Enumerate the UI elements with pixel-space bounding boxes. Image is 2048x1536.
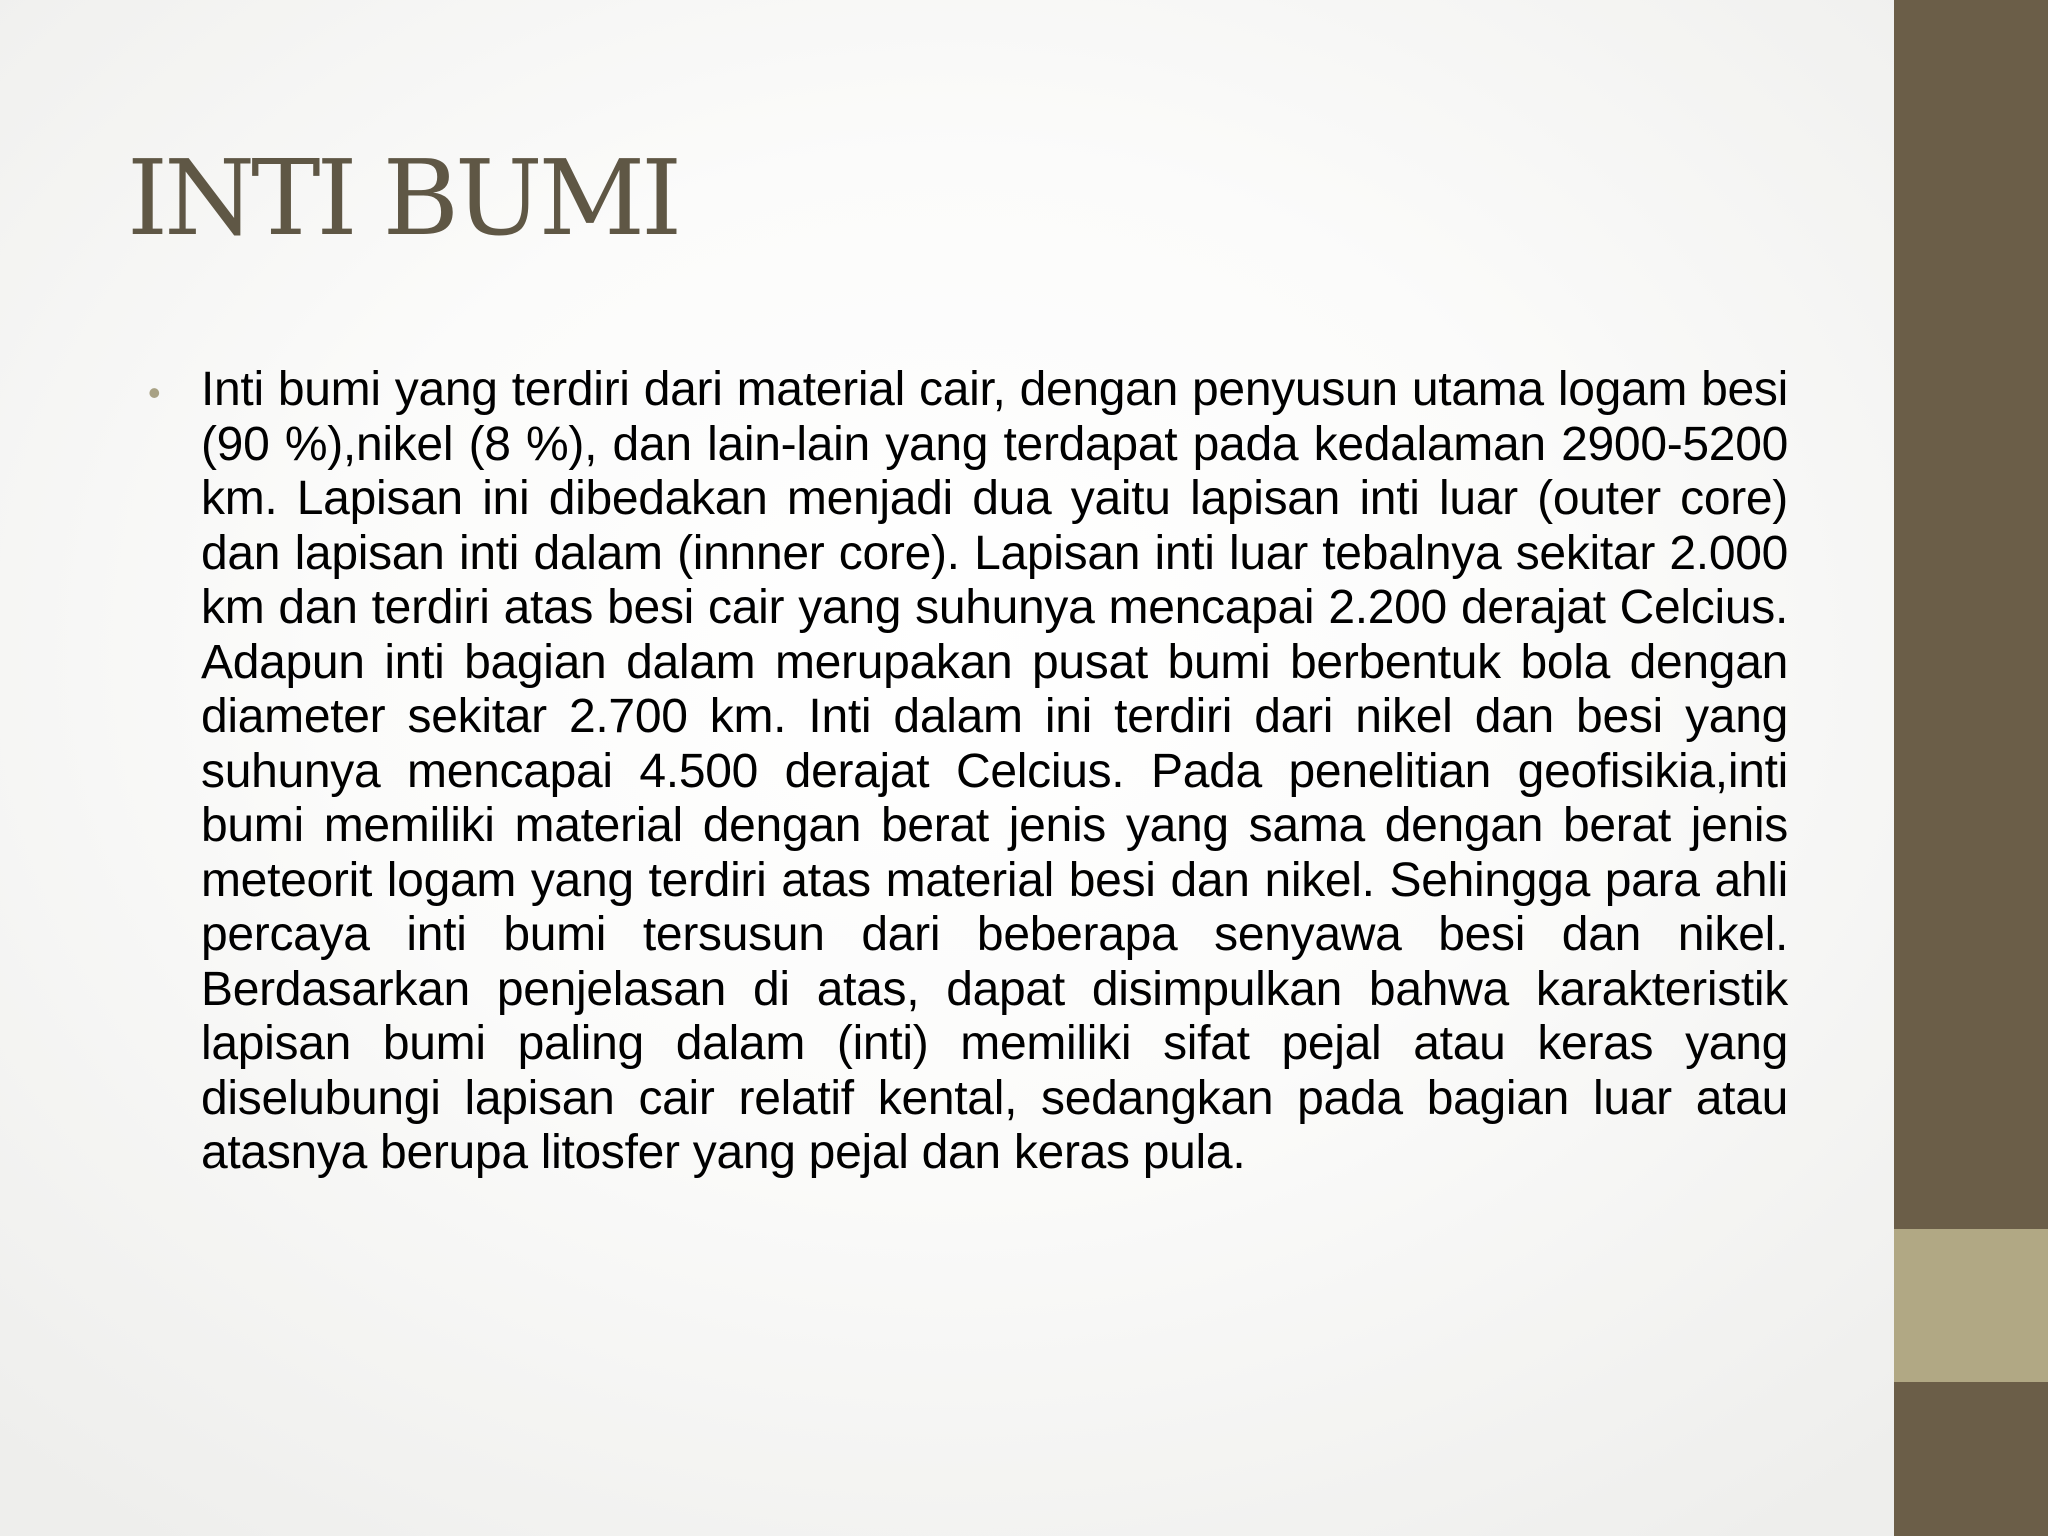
bullet-list bbox=[148, 363, 1788, 1181]
slide-title: INTI BUMI bbox=[127, 137, 679, 259]
sidebar-accent-block bbox=[1894, 1229, 2048, 1382]
bullet-text: Inti bumi yang terdiri dari material cair, dengan penyusun utama logam besi (90 %),nikel (8 %), dan lain-lain yang terdapat pada kedalaman 2900-5200 km. Lapisan ini dibedakan menjadi dua yaitu lapisan inti luar (outer core) dan lapisan inti dalam (innner core). Lapisan inti luar tebalnya sekitar 2.000 km dan terdiri atas besi cair yang suhunya mencapai 2.200 derajat Celcius. Adapun inti bagian dalam merupakan pusat bumi berbentuk bola dengan diameter sekitar 2.700 km. Inti dalam ini terdiri dari nikel dan besi yang suhunya mencapai 4.500 derajat Celcius. Pada penelitian geofisikia,inti bumi memiliki material dengan berat jenis yang sama dengan berat jenis meteorit logam yang terdiri atas material besi dan nikel. Sehingga para ahli percaya inti bumi tersusun dari beberapa senyawa besi dan nikel. Berdasarkan penjelasan di atas, dapat disimpulkan bahwa karakteristik lapisan bumi paling dalam (inti) memiliki sifat pejal atau keras yang diselubungi lapisan cair relatif kental, sedangkan pada bagian luar atau atasnya berupa litosfer yang pejal dan keras pula. bbox=[201, 363, 1788, 1179]
bullet-marker: • bbox=[148, 372, 161, 413]
bullet-item bbox=[148, 363, 1788, 1181]
